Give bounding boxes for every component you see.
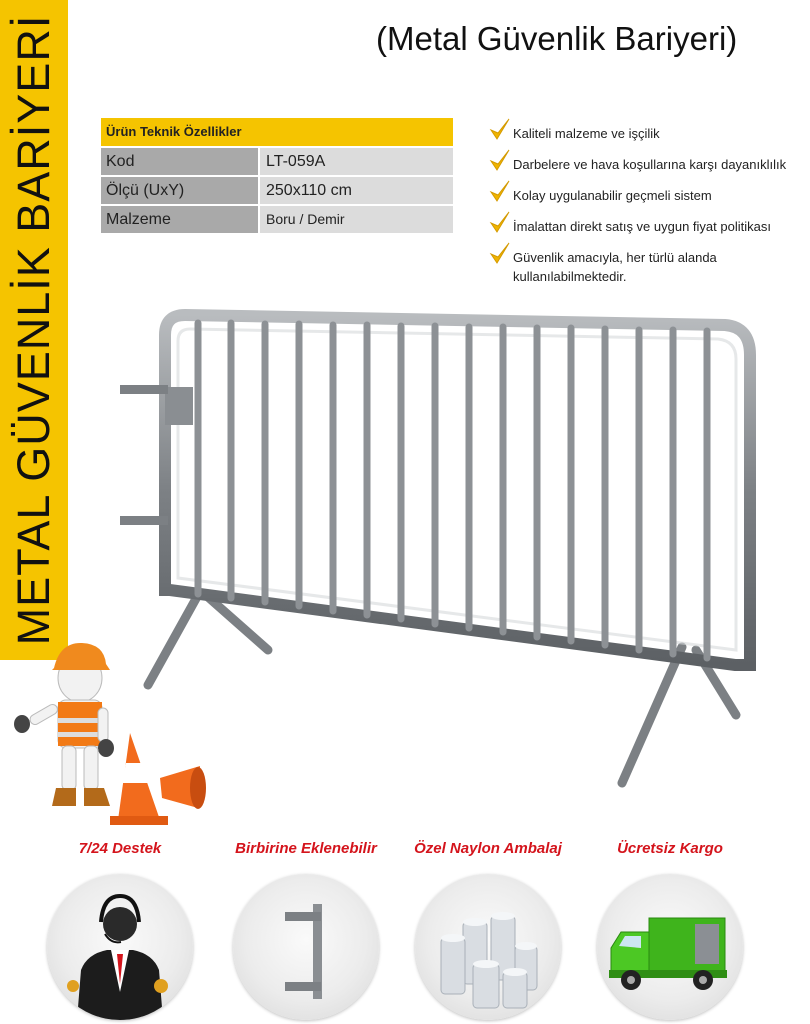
badge-label: Ücretsiz Kargo	[617, 840, 723, 857]
badge-label: Birbirine Eklenebilir	[235, 840, 377, 857]
page-title: (Metal Güvenlik Bariyeri)	[376, 20, 738, 57]
side-title: METAL GÜVENLİK BARİYERİ	[8, 14, 59, 646]
badge-circle	[233, 874, 379, 1020]
spec-value: LT-059A	[258, 148, 453, 175]
spec-table-heading: Ürün Teknik Özellikler	[101, 118, 453, 146]
badge-connectable	[216, 840, 396, 1020]
support-agent-icon	[47, 874, 193, 1020]
feature-item	[489, 186, 809, 205]
spec-value: 250x110 cm	[258, 177, 453, 204]
feature-text: İmalattan direkt satış ve uygun fiyat politikası	[513, 219, 771, 234]
badge-free-shipping	[580, 840, 760, 1020]
safety-worker-illustration	[10, 638, 210, 838]
feature-item	[489, 124, 809, 143]
delivery-truck-icon	[597, 874, 743, 1020]
side-band	[0, 0, 68, 660]
spec-key: Malzeme	[101, 206, 258, 233]
feature-text: Kaliteli malzeme ve işçilik	[513, 126, 660, 141]
check-icon	[489, 242, 511, 266]
spec-row-code	[101, 146, 453, 175]
spec-key: Kod	[101, 148, 258, 175]
feature-item	[489, 248, 773, 286]
badge-label: 7/24 Destek	[78, 840, 162, 857]
feature-text: Darbelere ve hava koşullarına karşı dayanıklılık	[513, 157, 787, 172]
feature-list	[489, 118, 809, 286]
feature-item	[489, 217, 809, 236]
spec-table	[101, 118, 453, 233]
badge-circle	[415, 874, 561, 1020]
badge-label: Özel Naylon Ambalaj	[414, 840, 562, 857]
badge-packaging	[398, 840, 578, 1020]
check-icon	[489, 118, 511, 142]
check-icon	[489, 211, 511, 235]
feature-text: Güvenlik amacıyla, her türlü alanda kullanılabilmektedir.	[513, 250, 717, 284]
connector-bracket-icon	[233, 874, 379, 1020]
spec-row-material	[101, 204, 453, 233]
check-icon	[489, 149, 511, 173]
check-icon	[489, 180, 511, 204]
badge-support	[30, 840, 210, 1020]
nylon-rolls-icon	[415, 874, 561, 1020]
badge-circle	[47, 874, 193, 1020]
spec-value: Boru / Demir	[258, 206, 453, 233]
spec-key: Ölçü (UxY)	[101, 177, 258, 204]
feature-text: Kolay uygulanabilir geçmeli sistem	[513, 188, 712, 203]
spec-row-size	[101, 175, 453, 204]
badge-circle	[597, 874, 743, 1020]
barrier-product-image	[110, 305, 790, 795]
feature-item	[489, 155, 809, 174]
